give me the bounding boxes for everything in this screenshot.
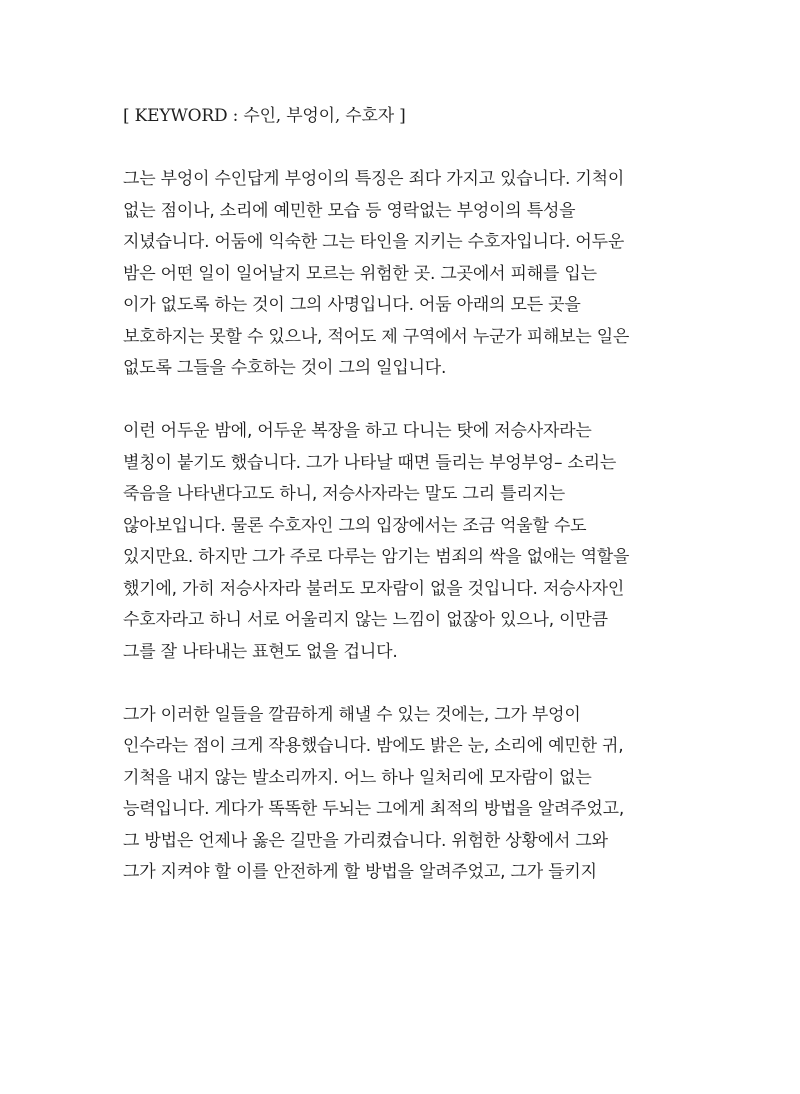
paragraph-3 — [123, 700, 703, 889]
paragraph-line: 그 방법은 언제나 옳은 길만을 가리켰습니다. 위험한 상황에서 그와 — [123, 830, 608, 851]
paragraph-line: 그가 이러한 일들을 깔끔하게 해낼 수 있는 것에는, 그가 부엉이 — [123, 704, 581, 725]
paragraph-line: 죽음을 나타낸다고도 하니, 저승사자라는 말도 그리 틀리지는 — [123, 484, 565, 504]
keyword-line: [ KEYWORD : 수인, 부엉이, 수호자 ] — [123, 106, 406, 126]
paragraph-line: 능력입니다. 게다가 똑똑한 두뇌는 그에게 최적의 방법을 알려주었고, — [123, 799, 625, 819]
paragraph-gap — [123, 385, 703, 417]
paragraph-line: 이가 없도록 하는 것이 그의 사명입니다. 어둠 아래의 모든 곳을 — [123, 295, 581, 315]
paragraph-line: 별칭이 붙기도 했습니다. 그가 나타날 때면 들리는 부엉부엉– 소리는 — [123, 452, 617, 473]
paragraph-line: 이런 어두운 밤에, 어두운 복장을 하고 다니는 탓에 저승사자라는 — [123, 421, 592, 441]
paragraph-1 — [123, 164, 703, 385]
paragraph-line: 그는 부엉이 수인답게 부엉이의 특징은 죄다 가지고 있습니다. 기척이 — [123, 169, 625, 189]
paragraph-line: 없도록 그들을 수호하는 것이 그의 일입니다. — [123, 358, 447, 378]
paragraph-line: 그를 잘 나타내는 표현도 없을 겁니다. — [123, 641, 398, 662]
paragraph-2 — [123, 416, 703, 668]
paragraph-line: 기척을 내지 않는 발소리까지. 어느 하나 일처리에 모자람이 없는 — [123, 767, 592, 788]
paragraph-line: 지녔습니다. 어둠에 익숙한 그는 타인을 지키는 수호자입니다. 어두운 — [123, 232, 625, 252]
paragraph-line: 인수라는 점이 크게 작용했습니다. 밤에도 밝은 눈, 소리에 예민한 귀, — [123, 736, 624, 756]
paragraph-gap — [123, 668, 703, 700]
paragraph-gap — [123, 133, 703, 165]
paragraph-line: 없는 점이나, 소리에 예민한 모습 등 영락없는 부엉이의 특성을 — [123, 200, 576, 221]
paragraph-line: 보호하지는 못할 수 있으나, 적어도 제 구역에서 누군가 피해보는 일은 — [123, 326, 630, 347]
paragraph-line: 밤은 어떤 일이 일어날지 모르는 위험한 곳. 그곳에서 피해를 입는 — [123, 263, 597, 284]
document-body — [123, 101, 703, 889]
paragraph-line: 않아보입니다. 물론 수호자인 그의 입장에서는 조금 억울할 수도 — [123, 515, 587, 536]
paragraph-line: 있지만요. 하지만 그가 주로 다루는 암기는 범죄의 싹을 없애는 역할을 — [123, 547, 630, 567]
paragraph-line: 했기에, 가히 저승사자라 불러도 모자람이 없을 것입니다. 저승사자인 — [123, 578, 625, 599]
paragraph-line: 수호자라고 하니 서로 어울리지 않는 느낌이 없잖아 있으나, 이만큼 — [123, 610, 608, 630]
paragraph-line: 그가 지켜야 할 이를 안전하게 할 방법을 알려주었고, 그가 들키지 — [123, 862, 597, 882]
